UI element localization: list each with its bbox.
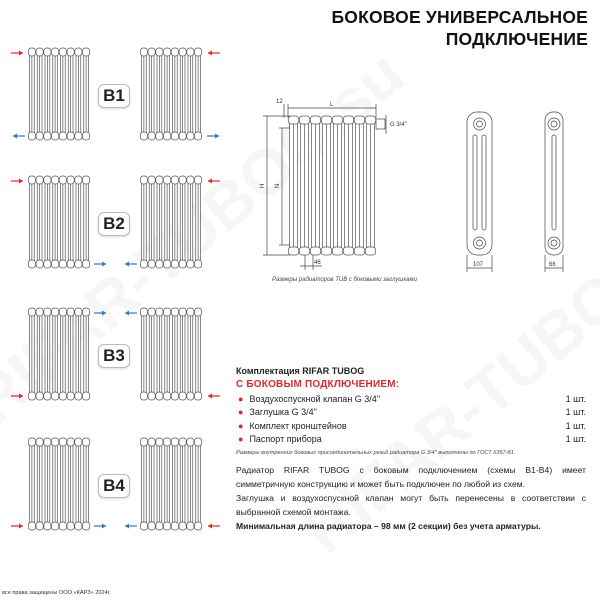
item-name: Воздухоспускной клапан G 3/4'' — [249, 393, 381, 404]
description-paragraph: Радиатор RIFAR TUBOG с боковым подключением (схемы B1-B4) имеет симметричную конструкцию и может быть подключен по любой из схем. — [236, 465, 586, 489]
radiator-icon — [288, 116, 375, 255]
list-item — [236, 406, 586, 420]
schema-label: B3 — [98, 344, 130, 368]
radiator-icon — [28, 308, 89, 400]
schema-label: B2 — [98, 212, 130, 236]
title-line: БОКОВОЕ УНИВЕРСАЛЬНОЕ — [331, 7, 588, 27]
radiator-icon — [28, 438, 89, 530]
title-line: ПОДКЛЮЧЕНИЕ — [445, 29, 588, 49]
radiator-icon — [28, 176, 89, 268]
drawing-caption: Размеры радиаторов TUB с боковыми заглушками — [272, 277, 417, 283]
list-item — [236, 433, 586, 447]
item-name: Комплект кронштейнов — [249, 420, 347, 431]
page-title — [331, 6, 588, 50]
description-paragraph: Заглушка и воздухоспускной клапан могут быть перенесены в соответствии с выбранной схемой монтажа. — [236, 493, 586, 517]
list-item — [236, 392, 586, 406]
dimension-drawing — [255, 95, 600, 275]
arrow-right-icon — [11, 524, 23, 529]
item-qty: 1 шт. — [565, 420, 586, 431]
item-qty: 1 шт. — [565, 393, 586, 404]
description-paragraph: Минимальная длина радиатора – 98 мм (2 секции) без учета арматуры. — [236, 521, 541, 531]
bullet-icon: ● — [238, 393, 244, 404]
bullet-icon: ● — [238, 434, 244, 445]
radiator-icon — [140, 438, 201, 530]
arrow-left-icon — [125, 262, 137, 267]
arrow-right-icon — [94, 262, 106, 267]
dim-46: 46 — [314, 260, 321, 266]
kit-section — [236, 366, 586, 456]
bullet-icon: ● — [238, 407, 244, 418]
schema-label: B4 — [98, 474, 130, 498]
arrow-left-icon — [13, 134, 25, 139]
arrow-left-icon — [208, 51, 220, 56]
description — [236, 463, 586, 533]
kit-list — [236, 392, 586, 446]
radiator-icon — [140, 176, 201, 268]
bullet-icon: ● — [238, 420, 244, 431]
arrow-right-icon — [94, 311, 106, 316]
arrow-right-icon — [11, 179, 23, 184]
arrow-left-icon — [208, 179, 220, 184]
kit-subheading: С БОКОВЫМ ПОДКЛЮЧЕНИЕМ: — [236, 379, 400, 390]
arrow-left-icon — [125, 524, 137, 529]
item-name: Паспорт прибора — [249, 434, 322, 445]
radiator-icon — [28, 48, 89, 140]
schema-label: B1 — [98, 84, 130, 108]
item-qty: 1 шт. — [565, 434, 586, 445]
copyright: все права защищены ООО «КАРЗ» 2024г. — [2, 590, 111, 596]
item-qty: 1 шт. — [565, 407, 586, 418]
kit-heading: Комплектация RIFAR TUBOG — [236, 366, 365, 376]
dim-107: 107 — [473, 262, 484, 268]
arrow-left-icon — [208, 524, 220, 529]
arrow-right-icon — [94, 524, 106, 529]
dim-12: 12 — [276, 99, 283, 105]
dim-66: 66 — [549, 262, 556, 268]
radiator-icon — [140, 48, 201, 140]
dim-L: L — [330, 102, 334, 108]
dim-N: N — [275, 183, 281, 188]
arrow-right-icon — [207, 134, 219, 139]
item-name: Заглушка G 3/4'' — [249, 407, 318, 418]
radiator-icon — [140, 308, 201, 400]
thread-size: G 3/4'' — [390, 122, 407, 128]
arrow-right-icon — [11, 51, 23, 56]
list-item — [236, 419, 586, 433]
arrow-left-icon — [208, 394, 220, 399]
arrow-right-icon — [11, 394, 23, 399]
arrow-left-icon — [125, 311, 137, 316]
kit-note: Размеры внутренних боковых присоединительных резьб радиатора G 3/4'' выполнены по ГОСТ 6357-81. — [236, 450, 516, 456]
dim-H: H — [260, 183, 266, 188]
